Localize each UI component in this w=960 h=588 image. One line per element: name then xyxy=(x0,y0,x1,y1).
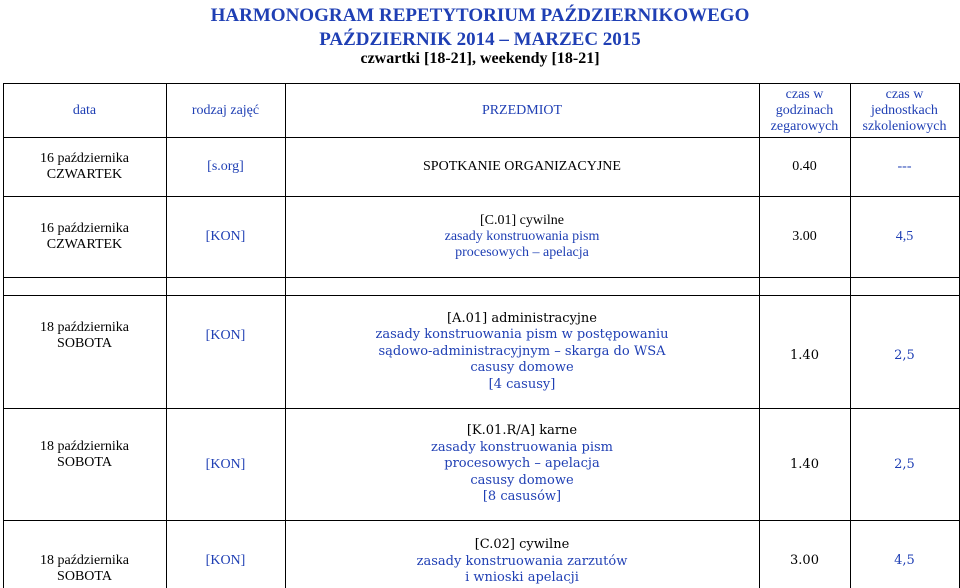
row-units: 4,5 xyxy=(894,553,915,568)
row-subject: [K.01.R/A] karne zasady konstruowania pism procesowych – apelacja casusy domowe [8 casusów] xyxy=(431,423,613,505)
row-units: --- xyxy=(897,159,912,174)
row-class-type: [KON] xyxy=(205,553,246,568)
row-date: 18 października SOBOTA xyxy=(39,439,129,470)
document-schedule-note: czwartki [18-21], weekendy [18-21] xyxy=(360,50,600,67)
document-title: HARMONOGRAM REPETYTORIUM PAŹDZIERNIKOWEGO xyxy=(210,5,750,26)
row-units: 4,5 xyxy=(895,229,914,244)
row-subject: SPOTKANIE ORGANIZACYJNE xyxy=(423,159,621,174)
row-units: 2,5 xyxy=(894,348,915,363)
row-class-type: [KON] xyxy=(205,328,246,343)
row-hours: 3.00 xyxy=(790,553,819,568)
column-header-type: rodzaj zajęć xyxy=(191,102,260,118)
row-subject: [C.01] cywilne zasady konstruowania pism procesowych – apelacja xyxy=(444,213,600,260)
row-hours: 1.40 xyxy=(790,457,819,472)
column-header-hours: czas w godzinach zegarowych xyxy=(770,86,839,134)
row-date: 16 października CZWARTEK xyxy=(39,221,129,252)
row-date: 18 października SOBOTA xyxy=(39,553,129,584)
row-class-type: [KON] xyxy=(205,229,246,244)
table-rule xyxy=(3,520,960,521)
table-rule xyxy=(3,277,960,278)
column-header-units: czas w jednostkach szkoleniowych xyxy=(862,86,947,134)
row-hours: 1.40 xyxy=(790,348,819,363)
column-header-date: data xyxy=(72,102,97,118)
row-units: 2,5 xyxy=(894,457,915,472)
row-subject: [C.02] cywilne zasady konstruowania zarzutów i wnioski apelacji xyxy=(416,537,628,586)
row-class-type: [KON] xyxy=(205,457,246,472)
row-hours: 3.00 xyxy=(792,229,817,244)
row-subject: [A.01] administracyjne zasady konstruowania pism w postępowaniu sądowo-administracyjnym – skarga do WSA casusy domowe [4 casusy] xyxy=(375,310,669,392)
row-hours: 0.40 xyxy=(792,159,817,174)
row-date: 18 października SOBOTA xyxy=(39,320,129,351)
document-period: PAŹDZIERNIK 2014 – MARZEC 2015 xyxy=(319,29,641,50)
row-date: 16 października CZWARTEK xyxy=(39,151,129,182)
column-header-subject: PRZEDMIOT xyxy=(481,102,563,118)
row-class-type: [s.org] xyxy=(207,159,244,174)
